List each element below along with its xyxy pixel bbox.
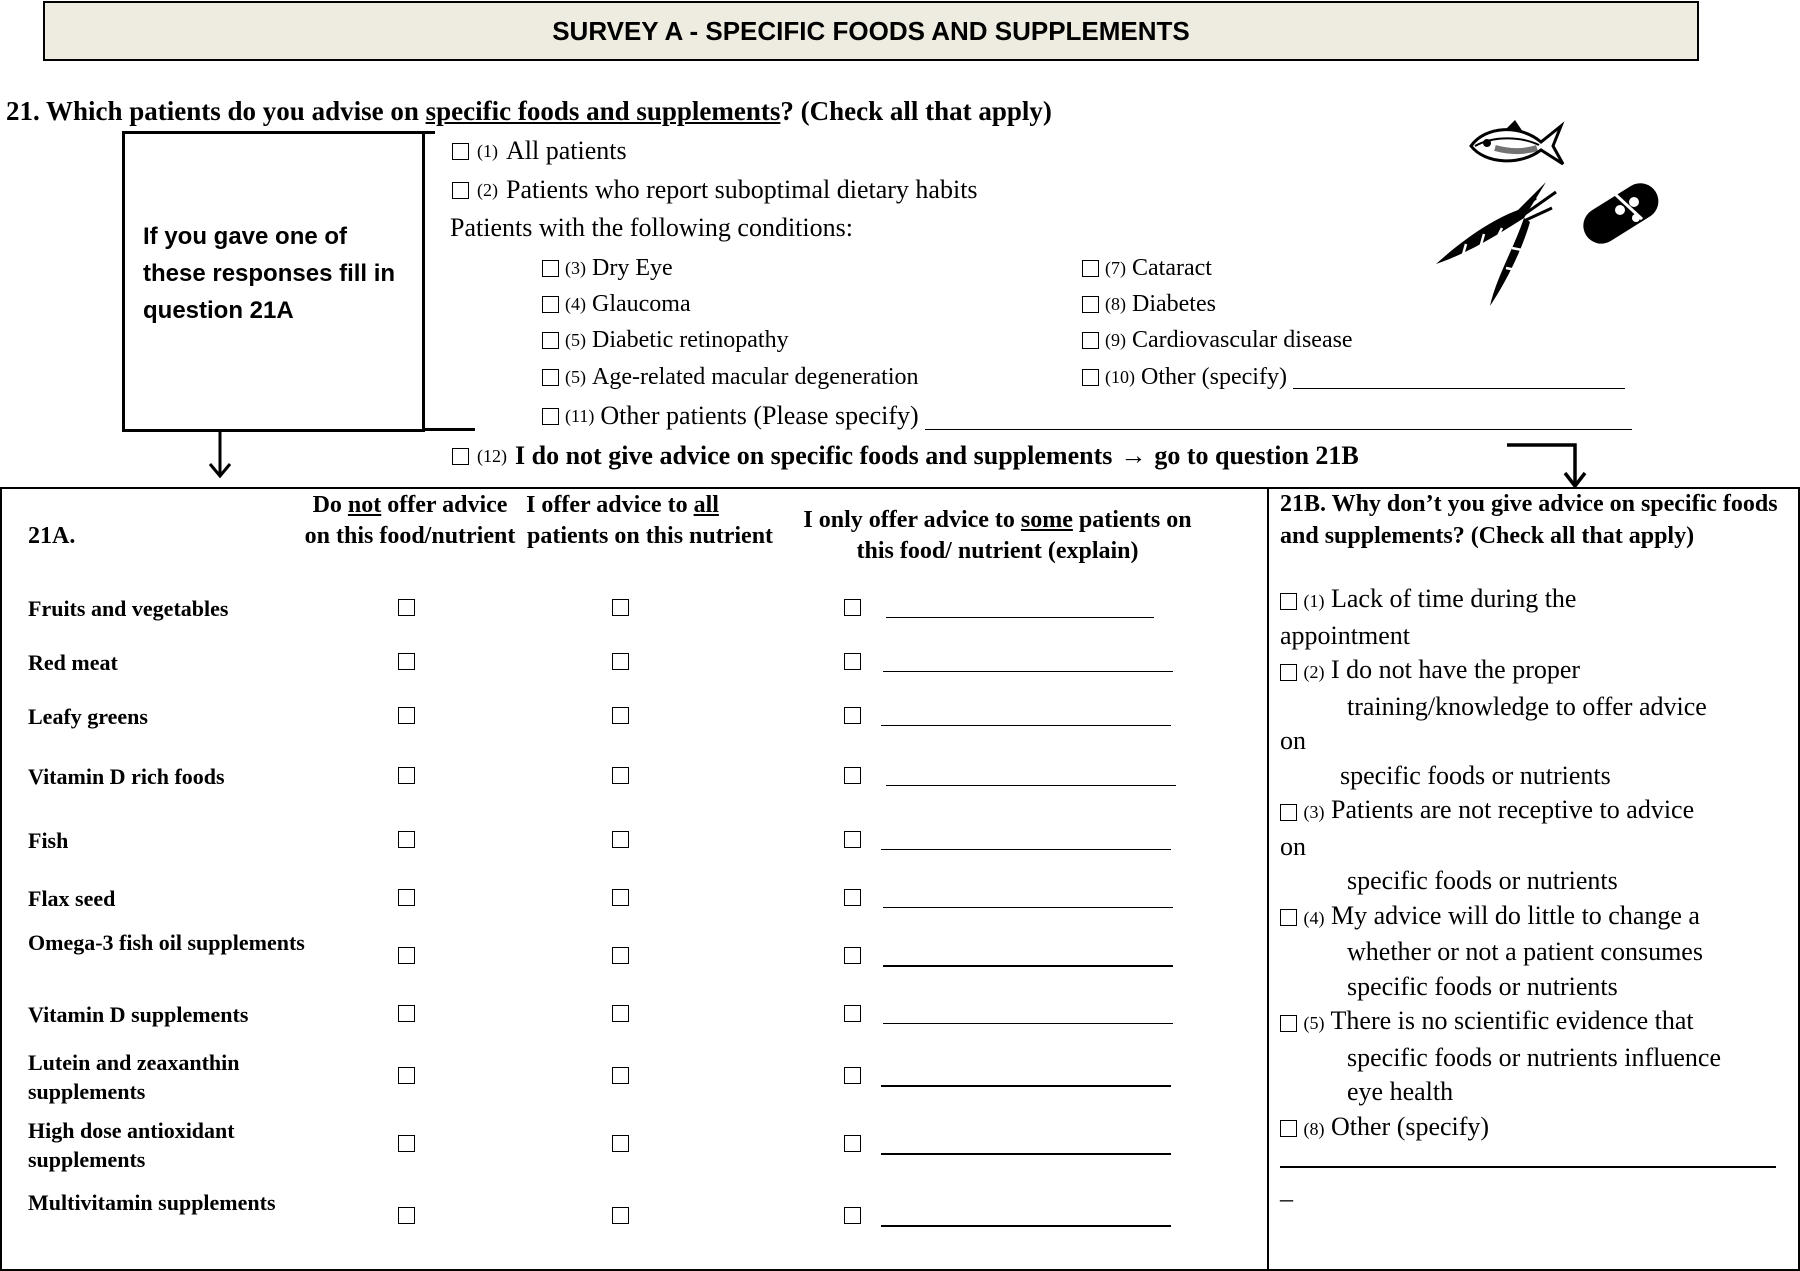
option-number: (5) — [565, 367, 586, 387]
option-number: (5) — [565, 330, 586, 350]
explain-line[interactable] — [883, 907, 1173, 909]
checkbox[interactable] — [542, 369, 559, 386]
checkbox-offer-all[interactable] — [612, 599, 629, 616]
table-row-label: Leafy greens — [28, 704, 148, 729]
explain-line[interactable] — [883, 1023, 1173, 1025]
option-label: Glaucoma — [592, 291, 691, 317]
table-21a-label: 21A. — [28, 523, 76, 549]
condition-cataract[interactable] — [1082, 255, 1212, 282]
pill-capsule-icon — [1576, 174, 1664, 254]
option-number: (4) — [565, 294, 586, 314]
table-row-label: Multivitamin supplements — [28, 1190, 276, 1215]
checkbox[interactable] — [542, 408, 559, 425]
checkbox-do-not-offer[interactable] — [398, 653, 415, 670]
option-label: Age-related macular degeneration — [592, 364, 919, 390]
explain-line[interactable] — [881, 725, 1171, 727]
checkbox-do-not-offer[interactable] — [398, 1067, 415, 1084]
table-row-label: Red meat — [28, 650, 118, 675]
reason-no-evidence[interactable] — [1280, 1004, 1795, 1041]
checkbox-offer-all[interactable] — [612, 1207, 629, 1224]
option-other-patients[interactable] — [542, 401, 1632, 431]
checkbox-do-not-offer[interactable] — [398, 947, 415, 964]
checkbox[interactable] — [452, 448, 469, 465]
checkbox-offer-some[interactable] — [844, 1067, 861, 1084]
reason-no-training[interactable] — [1280, 653, 1795, 690]
checkbox-offer-some[interactable] — [844, 1135, 861, 1152]
checkbox-offer-some[interactable] — [844, 889, 861, 906]
condition-dry-eye[interactable] — [542, 255, 673, 282]
col-header-do-not-offer: Do not offer advice on this food/nutrient — [304, 492, 516, 549]
option-number: (8) — [1303, 1118, 1325, 1139]
option-label: I do not have the proper — [1331, 655, 1581, 684]
question-21b-options — [1280, 582, 1795, 1146]
option-no-advice[interactable] — [452, 441, 1359, 471]
carrot-icon — [1426, 178, 1560, 310]
option-number: (9) — [1105, 330, 1126, 350]
reason-continuation: on — [1280, 726, 1306, 755]
option-label: I do not give advice on specific foods and supplements — [515, 441, 1113, 470]
option-label: My advice will do little to change a — [1331, 900, 1700, 930]
reason-continuation: specific foods or nutrients — [1347, 866, 1618, 895]
checkbox[interactable] — [1280, 664, 1297, 681]
option-number: (11) — [565, 405, 595, 426]
checkbox-offer-all[interactable] — [612, 947, 629, 964]
checkbox-offer-some[interactable] — [844, 1207, 861, 1224]
reason-continuation: training/knowledge to offer advice — [1347, 691, 1707, 721]
checkbox-offer-some[interactable] — [844, 947, 861, 964]
explain-line[interactable] — [886, 617, 1154, 619]
option-label: Dry Eye — [592, 255, 673, 281]
option-label: Patients are not receptive to advice — [1331, 795, 1695, 824]
explain-line[interactable] — [886, 785, 1176, 787]
checkbox-offer-some[interactable] — [844, 707, 861, 724]
checkbox-offer-all[interactable] — [612, 1135, 629, 1152]
explain-line[interactable] — [881, 1225, 1171, 1227]
trailing-dash: _ — [1280, 1175, 1293, 1204]
condition-glaucoma[interactable] — [542, 291, 691, 318]
checkbox-offer-all[interactable] — [612, 831, 629, 848]
checkbox[interactable] — [1082, 332, 1099, 349]
checkbox-offer-all[interactable] — [612, 889, 629, 906]
table-row-label: Omega-3 fish oil supplements — [28, 930, 305, 955]
reason-continuation: specific foods or nutrients influence — [1347, 1042, 1721, 1072]
checkbox-offer-some[interactable] — [844, 1005, 861, 1022]
option-number: (8) — [1105, 294, 1126, 314]
checkbox-do-not-offer[interactable] — [398, 831, 415, 848]
checkbox[interactable] — [1280, 909, 1297, 926]
specify-line[interactable] — [925, 403, 1632, 430]
bracket-bottom-line — [425, 428, 475, 431]
reason-not-receptive[interactable] — [1280, 793, 1795, 830]
checkbox-do-not-offer[interactable] — [398, 707, 415, 724]
reason-continuation: specific foods or nutrients — [1340, 760, 1611, 790]
checkbox[interactable] — [1082, 369, 1099, 386]
option-label: Patients who report suboptimal dietary habits — [506, 175, 978, 204]
reason-other[interactable] — [1280, 1110, 1795, 1147]
question-21-text: 21. Which patients do you advise on specific foods and supplements? (Check all that apply) — [6, 96, 1052, 126]
col-header-offer-all: I offer advice to all patients on this nutrient — [515, 492, 774, 549]
checkbox[interactable] — [1082, 296, 1099, 313]
checkbox-offer-all[interactable] — [612, 767, 629, 784]
option-number: (3) — [565, 258, 586, 278]
condition-amd[interactable] — [542, 364, 918, 391]
checkbox-do-not-offer[interactable] — [398, 1005, 415, 1022]
col-header-offer-some: I only offer advice to some patients on this food/ nutrient (explain) — [803, 507, 1192, 564]
question-21b-title: 21B. Why don’t you give advice on specific foods and supplements? (Check all that apply) — [1280, 491, 1778, 549]
option-label: Cataract — [1132, 255, 1212, 281]
table-row-label: High dose antioxidant supplements — [28, 1118, 235, 1172]
survey-title-banner: SURVEY A - SPECIFIC FOODS AND SUPPLEMENTS — [43, 1, 1699, 61]
specify-line[interactable] — [1293, 366, 1625, 389]
table-row-label: Flax seed — [28, 886, 116, 911]
option-label: All patients — [506, 136, 627, 165]
goto-text: go to question 21B — [1154, 441, 1359, 470]
checkbox[interactable] — [1280, 804, 1297, 821]
table-row-label: Lutein and zeaxanthin supplements — [28, 1050, 240, 1104]
explain-line[interactable] — [881, 1085, 1171, 1087]
option-number: (2) — [477, 179, 498, 200]
option-number: (12) — [477, 445, 507, 466]
checkbox[interactable] — [542, 260, 559, 277]
option-suboptimal-diet[interactable] — [452, 175, 978, 205]
option-number: (2) — [1303, 662, 1325, 682]
reason-continuation: eye health — [1347, 1077, 1454, 1106]
checkbox[interactable] — [542, 296, 559, 313]
checkbox-offer-all[interactable] — [612, 1005, 629, 1022]
explain-line[interactable] — [881, 849, 1171, 851]
explain-line[interactable] — [883, 965, 1173, 967]
column-divider — [1267, 487, 1269, 1271]
bracket-top-line — [425, 131, 435, 134]
condition-diabetes[interactable] — [1082, 291, 1216, 318]
checkbox[interactable] — [1280, 593, 1297, 610]
option-label: There is no scientific evidence that — [1330, 1006, 1694, 1035]
option-all-patients[interactable] — [452, 136, 627, 166]
option-label: Cardiovascular disease — [1132, 327, 1353, 353]
checkbox-offer-some[interactable] — [844, 831, 861, 848]
reason-continuation: whether or not a patient consumes — [1347, 937, 1703, 966]
option-number: (1) — [477, 140, 498, 161]
checkbox-offer-some[interactable] — [844, 653, 861, 670]
condition-cardiovascular[interactable] — [1082, 327, 1353, 354]
option-number: (4) — [1303, 907, 1325, 928]
fish-icon — [1465, 118, 1570, 170]
reason-little-change[interactable] — [1280, 899, 1795, 936]
instruction-text: If you gave one of these responses fill in question 21A — [143, 223, 396, 324]
reason-continuation: appointment — [1280, 620, 1410, 650]
explain-line[interactable] — [883, 671, 1173, 673]
condition-diabetic-retinopathy[interactable] — [542, 327, 789, 354]
reason-continuation: on — [1280, 831, 1306, 861]
reason-lack-of-time[interactable] — [1280, 582, 1795, 619]
table-row-label: Vitamin D supplements — [28, 1002, 249, 1027]
table-row-label: Vitamin D rich foods — [28, 764, 225, 789]
table-row-label: Fish — [28, 828, 69, 853]
checkbox-offer-all[interactable] — [612, 1067, 629, 1084]
checkbox-do-not-offer[interactable] — [398, 767, 415, 784]
checkbox-do-not-offer[interactable] — [398, 889, 415, 906]
reason-continuation: specific foods or nutrients — [1347, 971, 1618, 1001]
checkbox-offer-some[interactable] — [844, 599, 861, 616]
checkbox[interactable] — [1280, 1120, 1297, 1137]
arrow-to-21a — [200, 430, 240, 480]
table-row-label: Fruits and vegetables — [28, 596, 229, 621]
conditions-label: Patients with the following conditions: — [450, 213, 853, 242]
checkbox-offer-all[interactable] — [612, 707, 629, 724]
checkbox[interactable] — [542, 332, 559, 349]
goto-arrow: → — [1120, 441, 1147, 470]
checkbox[interactable] — [1280, 1015, 1297, 1032]
checkbox[interactable] — [452, 143, 469, 160]
option-label: Other (specify) — [1331, 1111, 1490, 1141]
option-number: (7) — [1105, 258, 1126, 278]
option-number: (1) — [1303, 591, 1325, 611]
option-label: Diabetic retinopathy — [592, 327, 789, 353]
checkbox[interactable] — [452, 182, 469, 199]
option-number: (5) — [1303, 1013, 1325, 1033]
option-number: (3) — [1303, 802, 1325, 822]
option-label: Diabetes — [1132, 291, 1216, 317]
option-label: Other patients (Please specify) — [600, 401, 919, 430]
specify-line[interactable] — [1280, 1166, 1776, 1168]
checkbox-offer-all[interactable] — [612, 653, 629, 670]
checkbox-offer-some[interactable] — [844, 767, 861, 784]
checkbox-do-not-offer[interactable] — [398, 599, 415, 616]
arrow-to-21b — [1505, 440, 1595, 490]
checkbox-do-not-offer[interactable] — [398, 1207, 415, 1224]
condition-other[interactable] — [1082, 364, 1625, 391]
option-label: Lack of time during the — [1331, 584, 1577, 613]
option-label: Other (specify) — [1141, 364, 1287, 390]
explain-line[interactable] — [881, 1153, 1171, 1155]
checkbox[interactable] — [1082, 260, 1099, 277]
option-number: (10) — [1105, 367, 1135, 387]
checkbox-do-not-offer[interactable] — [398, 1135, 415, 1152]
